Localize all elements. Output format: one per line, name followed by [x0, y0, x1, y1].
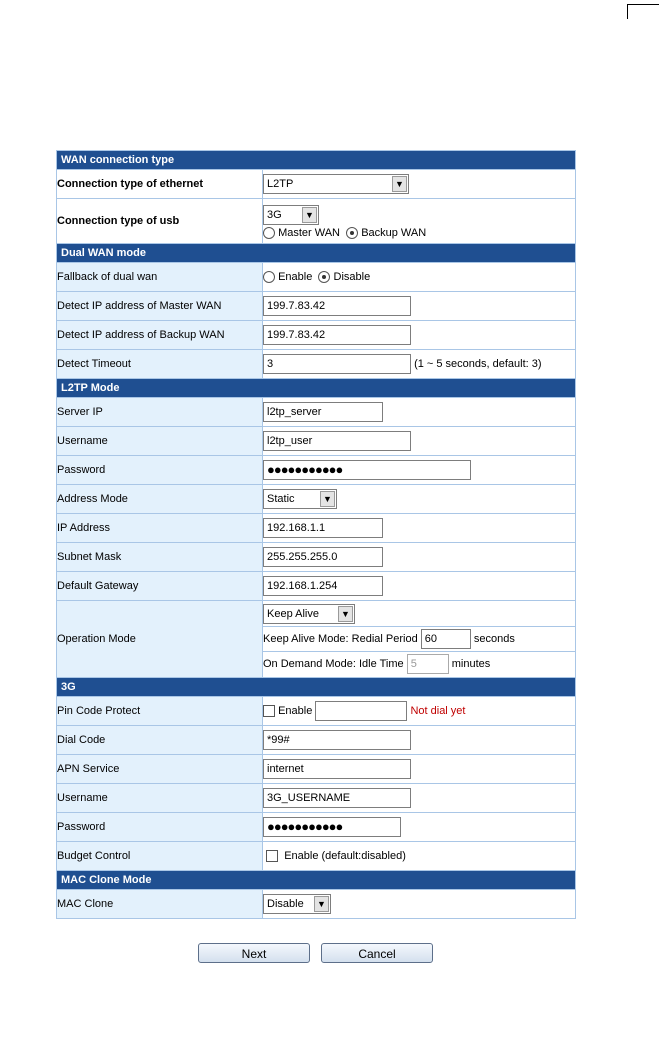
master-wan-radio[interactable]	[263, 227, 275, 239]
idle-time-input[interactable]: 5	[407, 654, 449, 674]
label-budget-control: Budget Control	[57, 842, 263, 871]
backup-wan-label: Backup WAN	[361, 226, 427, 239]
dial-status-text: Not dial yet	[410, 704, 466, 717]
page-corner-mark	[627, 4, 659, 19]
idle-time-unit: minutes	[451, 657, 491, 670]
section-header-mac-clone: MAC Clone Mode	[57, 871, 576, 890]
label-detect-master: Detect IP address of Master WAN	[57, 292, 263, 321]
label-pin-code: Pin Code Protect	[57, 697, 263, 726]
section-header-3g: 3G	[57, 678, 576, 697]
label-mac-clone: MAC Clone	[57, 890, 263, 919]
label-eth-type: Connection type of ethernet	[57, 170, 263, 199]
usb-type-select[interactable]	[263, 205, 319, 225]
keep-alive-label: Keep Alive Mode: Redial Period	[263, 632, 418, 645]
3g-username-input[interactable]: 3G_USERNAME	[263, 788, 411, 808]
3g-password-input[interactable]: ●●●●●●●●●●●	[263, 817, 401, 837]
backup-wan-radio[interactable]	[346, 227, 358, 239]
default-gateway-input[interactable]: 192.168.1.254	[263, 576, 383, 596]
redial-period-unit: seconds	[473, 632, 515, 645]
mac-clone-select[interactable]	[263, 894, 331, 914]
server-ip-input[interactable]: l2tp_server	[263, 402, 383, 422]
apn-service-input[interactable]: internet	[263, 759, 411, 779]
label-ip-address: IP Address	[57, 514, 263, 543]
eth-type-select[interactable]	[263, 174, 409, 194]
label-operation-mode: Operation Mode	[57, 601, 263, 678]
l2tp-username-input[interactable]: l2tp_user	[263, 431, 411, 451]
label-3g-username: Username	[57, 784, 263, 813]
section-header-l2tp: L2TP Mode	[57, 379, 576, 398]
dial-code-input[interactable]: *99#	[263, 730, 411, 750]
label-detect-timeout: Detect Timeout	[57, 350, 263, 379]
label-fallback: Fallback of dual wan	[57, 263, 263, 292]
fallback-disable-label: Disable	[333, 270, 371, 283]
label-l2tp-username: Username	[57, 427, 263, 456]
ip-address-input[interactable]: 192.168.1.1	[263, 518, 383, 538]
label-usb-type: Connection type of usb	[57, 199, 263, 244]
detect-master-input[interactable]: 199.7.83.42	[263, 296, 411, 316]
label-apn-service: APN Service	[57, 755, 263, 784]
address-mode-value: Static	[267, 493, 295, 505]
operation-mode-select[interactable]	[263, 604, 355, 624]
chevron-down-icon: ▼	[320, 491, 335, 507]
label-address-mode: Address Mode	[57, 485, 263, 514]
fallback-enable-radio[interactable]	[263, 271, 275, 283]
settings-panel	[56, 150, 576, 919]
on-demand-label: On Demand Mode: Idle Time	[263, 657, 404, 670]
detect-backup-input[interactable]: 199.7.83.42	[263, 325, 411, 345]
fallback-enable-label: Enable	[278, 270, 313, 283]
budget-enable-checkbox[interactable]	[266, 850, 278, 862]
pin-enable-label: Enable	[278, 704, 313, 717]
mac-clone-value: Disable	[267, 898, 304, 910]
section-header-dual-wan: Dual WAN mode	[57, 244, 576, 263]
label-l2tp-password: Password	[57, 456, 263, 485]
cancel-button[interactable]: Cancel	[321, 943, 433, 963]
operation-mode-value: Keep Alive	[267, 608, 319, 620]
label-dial-code: Dial Code	[57, 726, 263, 755]
master-wan-label: Master WAN	[278, 226, 340, 239]
chevron-down-icon: ▼	[338, 606, 353, 622]
section-header-wan: WAN connection type	[57, 151, 576, 170]
label-subnet-mask: Subnet Mask	[57, 543, 263, 572]
label-detect-backup: Detect IP address of Backup WAN	[57, 321, 263, 350]
eth-type-value: L2TP	[267, 178, 294, 190]
chevron-down-icon: ▼	[302, 207, 317, 223]
l2tp-password-input[interactable]: ●●●●●●●●●●●	[263, 460, 471, 480]
budget-enable-label: Enable (default:disabled)	[284, 849, 406, 862]
address-mode-select[interactable]	[263, 489, 337, 509]
next-button[interactable]: Next	[198, 943, 310, 963]
detect-timeout-input[interactable]: 3	[263, 354, 411, 374]
chevron-down-icon: ▼	[314, 896, 329, 912]
label-default-gateway: Default Gateway	[57, 572, 263, 601]
label-3g-password: Password	[57, 813, 263, 842]
redial-period-input[interactable]: 60	[421, 629, 471, 649]
subnet-mask-input[interactable]: 255.255.255.0	[263, 547, 383, 567]
detect-timeout-hint: (1 ~ 5 seconds, default: 3)	[414, 357, 542, 370]
pin-enable-checkbox[interactable]	[263, 705, 275, 717]
pin-code-input[interactable]	[315, 701, 407, 721]
usb-type-value: 3G	[267, 208, 282, 221]
fallback-disable-radio[interactable]	[318, 271, 330, 283]
chevron-down-icon: ▼	[392, 176, 407, 192]
label-server-ip: Server IP	[57, 398, 263, 427]
